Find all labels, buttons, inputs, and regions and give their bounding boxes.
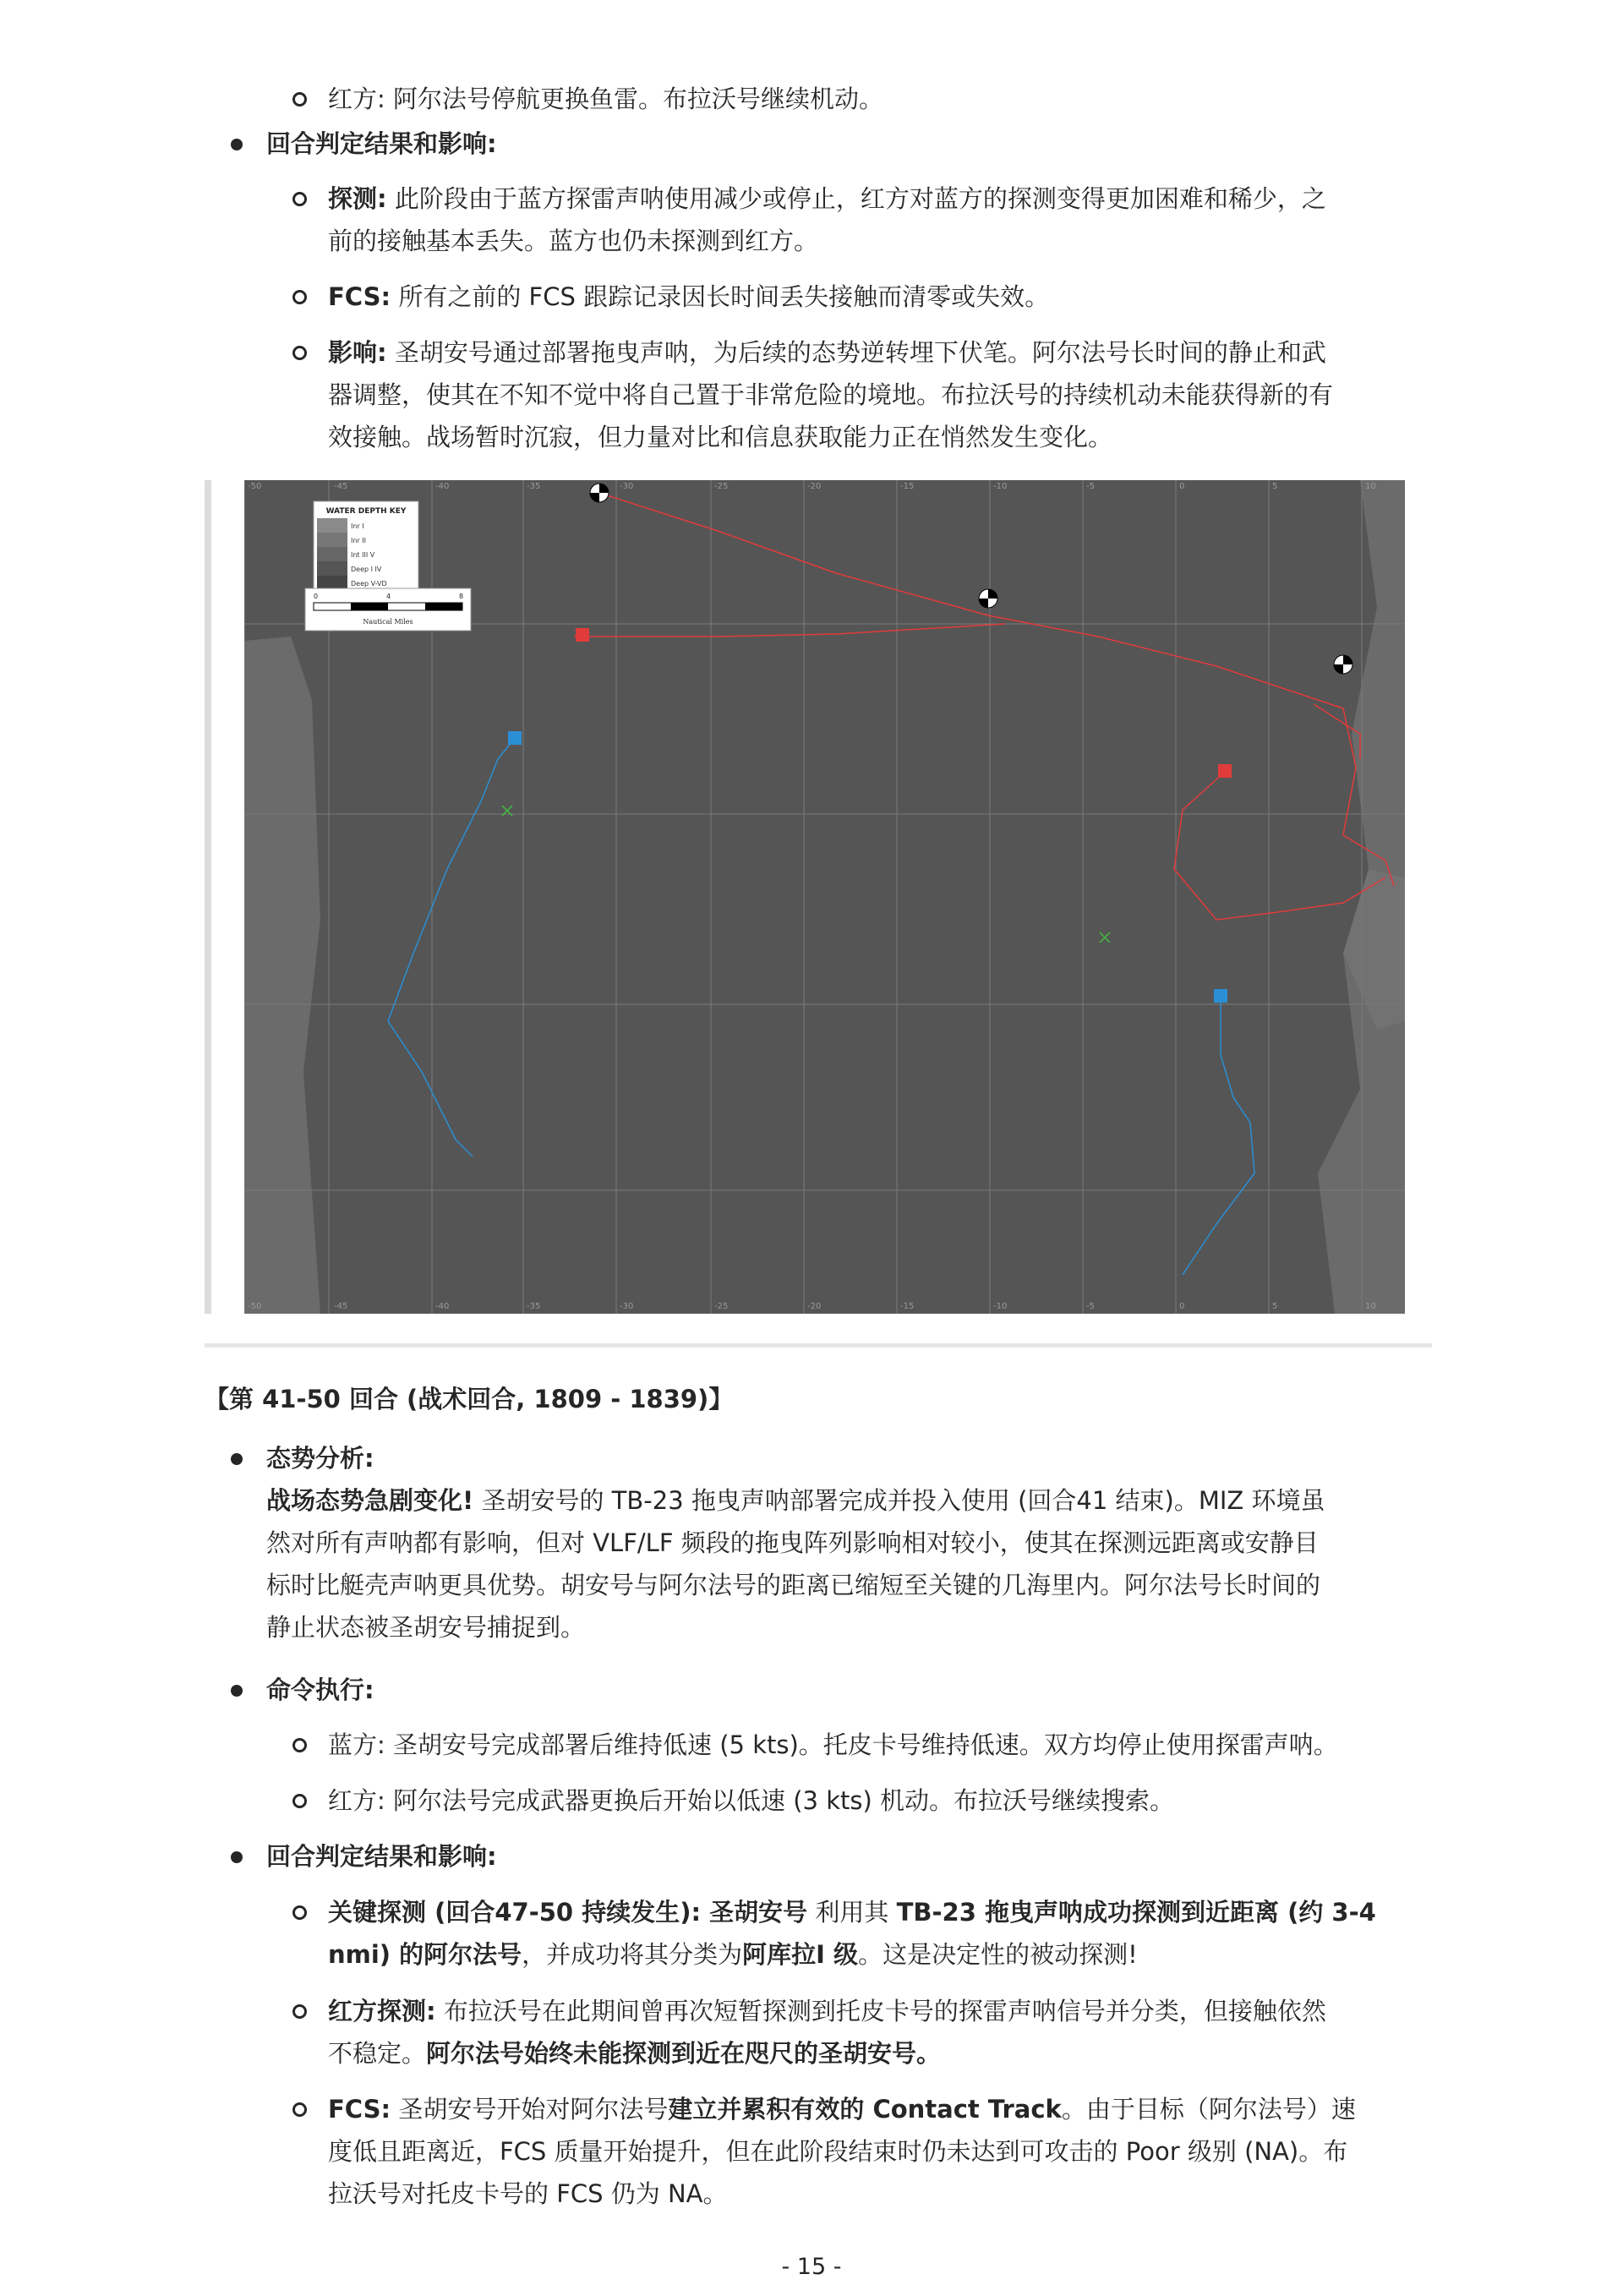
- tick-label: -20: [807, 482, 822, 491]
- hollow-bullet-icon: [292, 290, 307, 304]
- legend-row: Inr I: [351, 522, 364, 530]
- tick-label: -5: [1086, 482, 1095, 491]
- list-item: 影响: 圣胡安号通过部署拖曳声呐，为后续的态势逆转埋下伏笔。阿尔法号长时间的静止和武 器调整，使其在不知不觉中将自己置于非常危险的境地。布拉沃号的持续机动未能获得新的有 效接触。战场暂时沉寂，但力量对比和信息获取能力正在悄然发生变化。: [328, 331, 1427, 458]
- hollow-bullet-icon: [292, 2004, 307, 2019]
- list-item: 态势分析: 战场态势急剧变化! 圣胡安号的 TB-23 拖曳声呐部署完成并投入使用 (回合41 结束)。MIZ 环境虽 然对所有声呐都有影响，但对 VLF/LF 频段的拖曳阵列影响相对较小，使其在探测远距离或安静目 标时比艇壳声呐更具优势。胡安号与阿尔法号的距离已缩短至关键的几海里内。阿尔法号长时间的 静止状态被圣胡安号捕捉到。: [266, 1437, 1424, 1648]
- tick-label: 5: [1272, 1302, 1278, 1311]
- bullet-icon: [231, 1685, 243, 1697]
- list-item: 回合判定结果和影响:: [266, 123, 1424, 165]
- tactical-map: [244, 480, 1405, 1314]
- tick-label: -15: [900, 482, 915, 491]
- tick-label: 5: [1272, 482, 1278, 491]
- tick-label: -30: [620, 482, 634, 491]
- tick-label: -40: [435, 1302, 450, 1311]
- legend-title: WATER DEPTH KEY: [325, 507, 407, 516]
- scale-label: 0: [314, 593, 319, 600]
- tick-label: -25: [714, 1302, 729, 1311]
- hollow-bullet-icon: [292, 1794, 307, 1808]
- tick-label: -50: [248, 482, 262, 491]
- tick-label: -45: [334, 482, 348, 491]
- red-submarine-icon: [576, 628, 589, 642]
- list-item: FCS: 所有之前的 FCS 跟踪记录因长时间丢失接触而清零或失效。: [328, 276, 1427, 318]
- hollow-bullet-icon: [292, 192, 307, 206]
- tick-label: -45: [334, 1302, 348, 1311]
- section-header: 【第 41-50 回合 (战术回合, 1809 - 1839)】: [205, 1385, 734, 1413]
- tick-label: 10: [1365, 1302, 1376, 1311]
- tick-label: -35: [527, 482, 541, 491]
- tick-label: -10: [993, 482, 1008, 491]
- tick-label: 10: [1365, 482, 1376, 491]
- bullet-icon: [231, 1453, 243, 1465]
- blue-submarine-icon: [1214, 989, 1227, 1003]
- hollow-bullet-icon: [292, 346, 307, 360]
- list-item: FCS: 圣胡安号开始对阿尔法号建立并累积有效的 Contact Track。由于目标（阿尔法号）速 度低且距离近，FCS 质量开始提升，但在此阶段结束时仍未达到可攻击的 Poor 级别 (NA)。布 拉沃号对托皮卡号的 FCS 仍为 NA。: [328, 2088, 1427, 2215]
- section-divider: [205, 1343, 1432, 1348]
- list-item: 蓝方: 圣胡安号完成部署后维持低速 (5 kts)。托皮卡号维持低速。双方均停止使用探雷声呐。: [328, 1724, 1427, 1766]
- hollow-bullet-icon: [292, 2102, 307, 2117]
- torpedo-marker-icon: [1334, 655, 1352, 674]
- page-number: - 15 -: [781, 2254, 842, 2280]
- figure-quote-bar: [205, 480, 211, 1314]
- hollow-bullet-icon: [292, 92, 307, 107]
- map-land-west: [244, 637, 320, 1314]
- legend-row: Deep I IV: [351, 566, 382, 573]
- bullet-icon: [231, 139, 243, 150]
- tick-label: -10: [993, 1302, 1008, 1311]
- scale-label: 8: [459, 593, 464, 600]
- blue-submarine-icon: [508, 731, 522, 745]
- tick-label: -30: [620, 1302, 634, 1311]
- scale-label: 4: [386, 593, 391, 600]
- list-item: 关键探测 (回合47-50 持续发生): 圣胡安号 利用其 TB-23 拖曳声呐成功探测到近距离 (约 3-4 nmi) 的阿尔法号，并成功将其分类为阿库拉I 级。这是决定性的被动探测!: [328, 1891, 1427, 1976]
- tick-label: -35: [527, 1302, 541, 1311]
- list-item: 回合判定结果和影响:: [266, 1835, 1424, 1878]
- list-item: 探测: 此阶段由于蓝方探雷声呐使用减少或停止，红方对蓝方的探测变得更加困难和稀少，之 前的接触基本丢失。蓝方也仍未探测到红方。: [328, 178, 1427, 262]
- tick-label: -15: [900, 1302, 915, 1311]
- legend-row: Inr II: [351, 537, 366, 544]
- list-item: 红方: 阿尔法号停航更换鱼雷。布拉沃号继续机动。: [328, 78, 1427, 120]
- scale-caption: Nautical Miles: [363, 618, 413, 626]
- tick-label: -25: [714, 482, 729, 491]
- torpedo-marker-icon: [979, 589, 997, 608]
- tick-label: 0: [1179, 482, 1185, 491]
- legend-row: Int III V: [351, 551, 375, 559]
- scale-bar: [305, 588, 471, 631]
- tick-label: 0: [1179, 1302, 1185, 1311]
- tick-label: -5: [1086, 1302, 1095, 1311]
- red-submarine-icon: [1218, 764, 1232, 778]
- list-item: 红方: 阿尔法号完成武器更换后开始以低速 (3 kts) 机动。布拉沃号继续搜索。: [328, 1779, 1427, 1822]
- bullet-icon: [231, 1851, 243, 1863]
- tick-label: -40: [435, 482, 450, 491]
- tick-label: -20: [807, 1302, 822, 1311]
- torpedo-marker-icon: [590, 484, 609, 502]
- list-item: 红方探测: 布拉沃号在此期间曾再次短暂探测到托皮卡号的探雷声呐信号并分类，但接触依然 不稳定。阿尔法号始终未能探测到近在咫尺的圣胡安号。: [328, 1990, 1427, 2075]
- hollow-bullet-icon: [292, 1905, 307, 1920]
- hollow-bullet-icon: [292, 1738, 307, 1752]
- legend-row: Deep V-VD: [351, 580, 387, 588]
- tick-label: -50: [248, 1302, 262, 1311]
- list-item: 命令执行:: [266, 1669, 1424, 1711]
